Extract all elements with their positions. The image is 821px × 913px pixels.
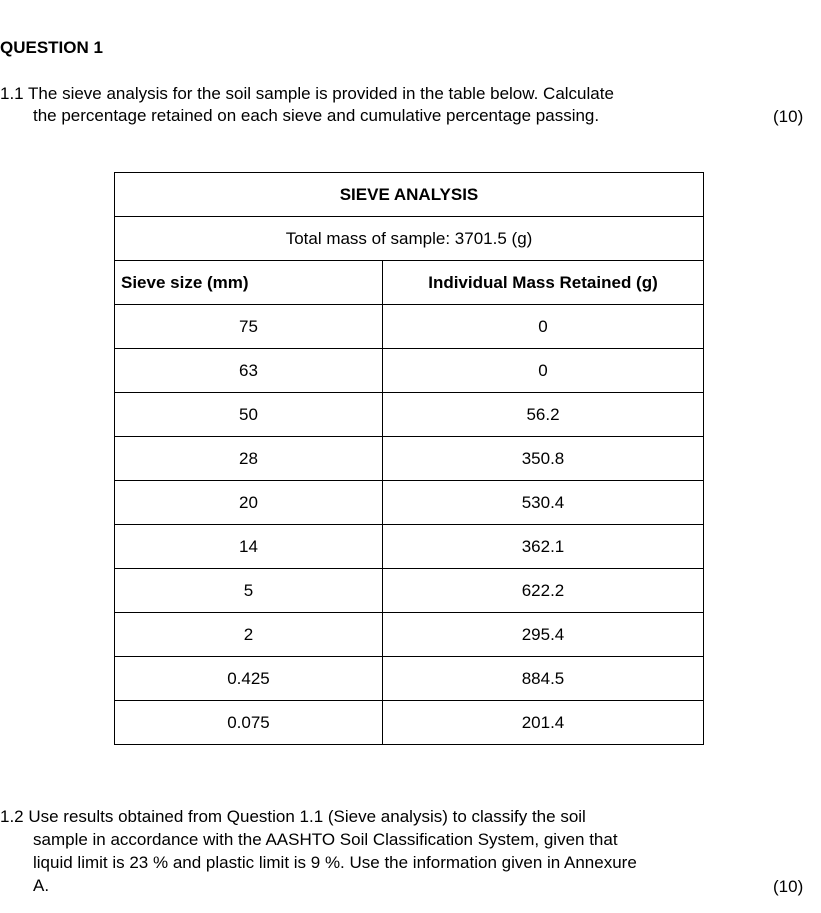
sieve-size-cell: 0.425 xyxy=(115,657,383,701)
sieve-size-cell: 0.075 xyxy=(115,701,383,745)
question-1-2-line-2: sample in accordance with the AASHTO Soil Classification System, given that xyxy=(33,830,618,849)
sieve-analysis-table xyxy=(114,172,704,745)
question-1-1-line-2: the percentage retained on each sieve and cumulative percentage passing. xyxy=(33,106,600,125)
table-row xyxy=(115,569,704,613)
mass-retained-cell: 0 xyxy=(383,305,704,349)
table-row xyxy=(115,701,704,745)
question-1-1-line-1: 1.1 The sieve analysis for the soil sample is provided in the table below. Calculate xyxy=(0,84,614,103)
column-header-sieve-size: Sieve size (mm) xyxy=(115,261,383,305)
table-row xyxy=(115,525,704,569)
mass-retained-cell: 362.1 xyxy=(383,525,704,569)
question-1-2-marks: (10) xyxy=(773,877,804,896)
question-1-2-line-4: A. xyxy=(33,876,50,895)
table-row xyxy=(115,437,704,481)
sieve-size-cell: 63 xyxy=(115,349,383,393)
table-row xyxy=(115,481,704,525)
mass-retained-cell: 622.2 xyxy=(383,569,704,613)
mass-retained-cell: 201.4 xyxy=(383,701,704,745)
table-row xyxy=(115,305,704,349)
table-row xyxy=(115,613,704,657)
mass-retained-cell: 884.5 xyxy=(383,657,704,701)
question-1-2-line-3: liquid limit is 23 % and plastic limit is 9 %. Use the information given in Annexure xyxy=(33,853,637,872)
sieve-size-cell: 5 xyxy=(115,569,383,613)
table-row xyxy=(115,349,704,393)
table-total-mass-row xyxy=(115,217,704,261)
mass-retained-cell: 350.8 xyxy=(383,437,704,481)
table-title-row xyxy=(115,173,704,217)
sieve-size-cell: 2 xyxy=(115,613,383,657)
mass-retained-cell: 56.2 xyxy=(383,393,704,437)
question-1-2-line-1: 1.2 Use results obtained from Question 1.1 (Sieve analysis) to classify the soil xyxy=(0,807,586,826)
sieve-size-cell: 14 xyxy=(115,525,383,569)
total-mass-label: Total mass of sample: 3701.5 (g) xyxy=(115,217,704,261)
sieve-size-cell: 50 xyxy=(115,393,383,437)
mass-retained-cell: 295.4 xyxy=(383,613,704,657)
table-header-row xyxy=(115,261,704,305)
table-row xyxy=(115,393,704,437)
table-row xyxy=(115,657,704,701)
question-1-1-marks: (10) xyxy=(773,107,804,126)
table-title: SIEVE ANALYSIS xyxy=(115,173,704,217)
question-heading: QUESTION 1 xyxy=(0,38,103,57)
mass-retained-cell: 0 xyxy=(383,349,704,393)
column-header-mass-retained: Individual Mass Retained (g) xyxy=(383,261,704,305)
sieve-size-cell: 75 xyxy=(115,305,383,349)
sieve-size-cell: 20 xyxy=(115,481,383,525)
sieve-size-cell: 28 xyxy=(115,437,383,481)
mass-retained-cell: 530.4 xyxy=(383,481,704,525)
